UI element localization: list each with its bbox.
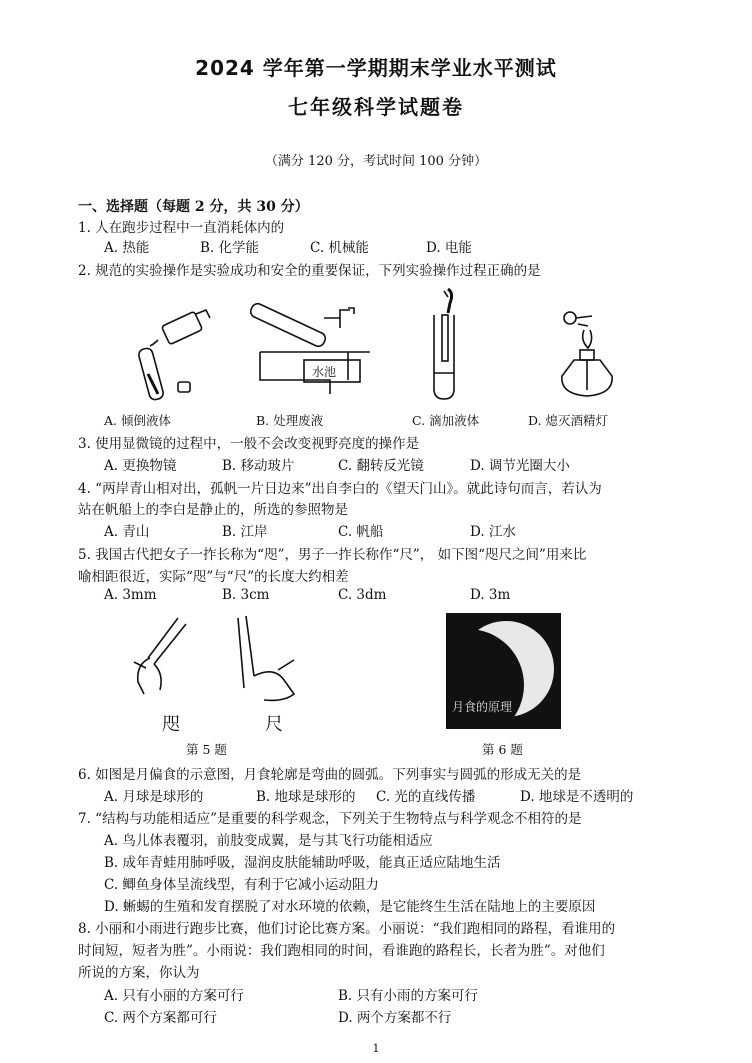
q1-option-a: A. 热能	[104, 240, 150, 256]
q8-stem-line2: 时间短，短者为胜”。小雨说：我们跑相同的时间，看谁跑的路程长，长者为胜”。对他们	[78, 943, 605, 959]
q3-option-c: C. 翻转反光镜	[338, 458, 424, 474]
alcohol-lamp-figure	[548, 300, 628, 405]
fig6-caption: 第 6 题	[482, 742, 523, 757]
zhi-hand-figure	[126, 612, 196, 697]
q8-option-a: A. 只有小丽的方案可行	[104, 988, 244, 1004]
q6-option-c: C. 光的直线传播	[376, 789, 476, 805]
q7-option-b: B. 成年青蛙用肺呼吸，湿润皮肤能辅助呼吸，能真正适应陆地生活	[104, 855, 501, 871]
q7-option-c: C. 鲫鱼身体呈流线型，有利于它减小运动阻力	[104, 877, 379, 893]
exam-title: 2024 学年第一学期期末学业水平测试	[195, 56, 557, 80]
q5-option-d: D. 3m	[470, 587, 511, 603]
q8-option-d: D. 两个方案都不行	[338, 1010, 452, 1026]
q4-stem-line2: 站在帆船上的李白是静止的，所选的参照物是	[78, 502, 348, 518]
exam-note: （满分 120 分，考试时间 100 分钟）	[264, 154, 488, 169]
q4-option-a: A. 青山	[104, 524, 150, 540]
q7-stem: 7. “结构与功能相适应”是重要的科学观念，下列关于生物特点与科学观念不相符的是	[78, 811, 582, 827]
q1-option-b: B. 化学能	[200, 240, 260, 256]
q6-option-b: B. 地球是球形的	[256, 789, 356, 805]
q1-option-d: D. 电能	[426, 240, 472, 256]
zhi-label: 咫	[162, 714, 180, 735]
eclipse-text: 月食的原理	[452, 700, 513, 714]
q8-option-b: B. 只有小雨的方案可行	[338, 988, 479, 1004]
dropper-figure	[420, 285, 480, 405]
q4-stem-line1: 4. “两岸青山相对出，孤帆一片日边来”出自李白的《望天门山》。就此诗句而言，若认为	[78, 481, 602, 497]
q3-stem: 3. 使用显微镜的过程中，一般不会改变视野亮度的操作是	[78, 436, 420, 452]
q7-option-a: A. 鸟儿体表覆羽，前肢变成翼，是与其飞行功能相适应	[104, 833, 433, 849]
q5-option-a: A. 3mm	[104, 587, 157, 603]
sink-label: 水池	[312, 365, 337, 379]
exam-subtitle: 七年级科学试题卷	[288, 95, 464, 119]
q6-stem: 6. 如图是月偏食的示意图，月食轮廓是弯曲的圆弧。下列事实与圆弧的形成无关的是	[78, 767, 582, 783]
q2-stem: 2. 规范的实验操作是实验成功和安全的重要保证，下列实验操作过程正确的是	[78, 263, 541, 279]
q5-option-c: C. 3dm	[338, 587, 387, 603]
q2-caption-a: A. 倾倒液体	[104, 413, 171, 428]
q4-option-c: C. 帆船	[338, 524, 384, 540]
q7-option-d: D. 蜥蜴的生殖和发育摆脱了对水环境的依赖，是它能终生生活在陆地上的主要原因	[104, 899, 596, 915]
q5-stem-line2: 喻相距很近，实际“咫”与“尺”的长度大约相差	[78, 569, 349, 585]
q3-option-d: D. 调节光圈大小	[470, 458, 570, 474]
section-heading: 一、选择题（每题 2 分，共 30 分）	[78, 199, 309, 215]
chi-label: 尺	[265, 714, 283, 735]
fig5-caption: 第 5 题	[186, 742, 227, 757]
lunar-eclipse-figure	[446, 613, 561, 729]
q6-option-a: A. 月球是球形的	[104, 789, 204, 805]
pouring-liquid-figure	[118, 300, 218, 405]
q1-stem: 1. 人在跑步过程中一直消耗体内的	[78, 220, 285, 236]
q2-caption-c: C. 滴加液体	[412, 413, 480, 428]
q5-option-b: B. 3cm	[222, 587, 270, 603]
q8-stem-line1: 8. 小丽和小雨进行跑步比赛，他们讨论比赛方案。小丽说：“我们跑相同的路程，看谁用的	[78, 921, 616, 937]
chi-hand-figure	[228, 612, 308, 702]
q4-option-b: B. 江岸	[222, 524, 268, 540]
q5-stem-line1: 5. 我国古代把女子一拃长称为“咫”，男子一拃长称作“尺”， 如下图“咫尺之间”用来比	[78, 547, 587, 563]
q4-option-d: D. 江水	[470, 524, 516, 540]
q1-option-c: C. 机械能	[310, 240, 369, 256]
waste-liquid-figure	[238, 300, 373, 405]
q8-option-c: C. 两个方案都可行	[104, 1010, 217, 1026]
q3-option-a: A. 更换物镜	[104, 458, 177, 474]
q8-stem-line3: 所说的方案，你认为	[78, 965, 200, 981]
page-number: 1	[372, 1042, 380, 1055]
q6-option-d: D. 地球是不透明的	[520, 789, 634, 805]
q2-caption-b: B. 处理废液	[256, 413, 324, 428]
q2-caption-d: D. 熄灭酒精灯	[528, 413, 609, 428]
q3-option-b: B. 移动玻片	[222, 458, 295, 474]
